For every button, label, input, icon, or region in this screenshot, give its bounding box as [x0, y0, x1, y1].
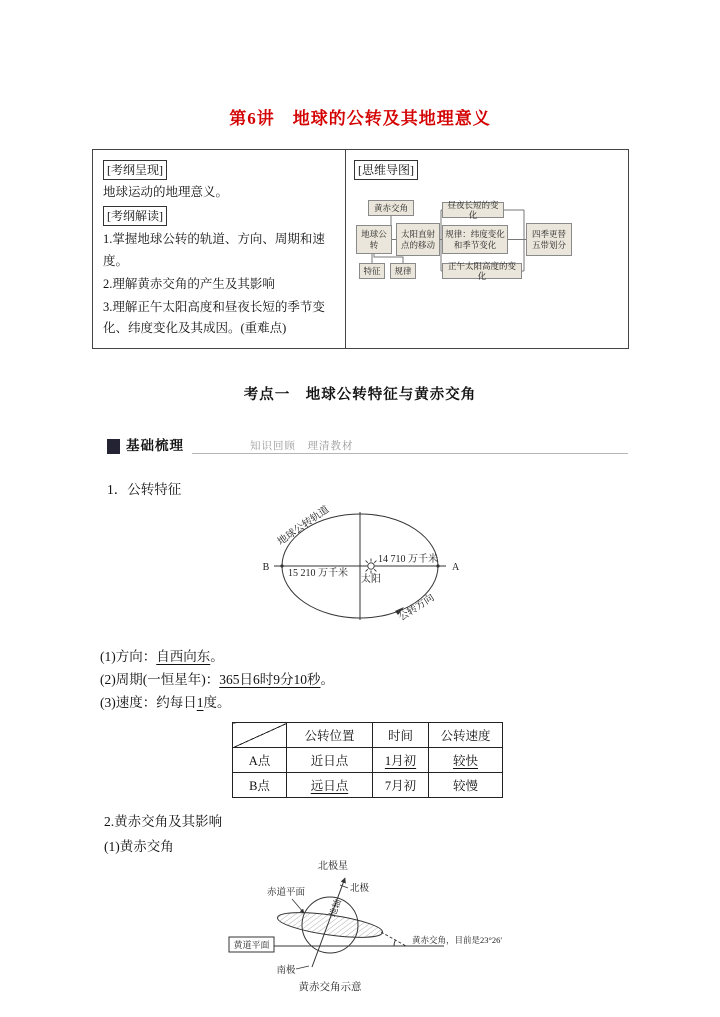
aphelion-distance-label: 15 210 万千米	[288, 568, 348, 580]
obliquity-angle-arc	[394, 940, 396, 946]
syllabus-interpret-tag: [考纲解读]	[103, 206, 167, 226]
row-label: A点	[233, 748, 287, 773]
mindmap-node-revolution: 地球公转	[356, 225, 392, 254]
revolution-facts	[100, 645, 720, 714]
subsection-1-title: 1．公转特征	[107, 482, 182, 498]
mindmap-node-noon-sun: 正午太阳高度的变化	[442, 263, 522, 279]
equator-extension-dashed	[381, 932, 406, 946]
answer-blank: 自西向东	[156, 649, 211, 665]
cell-time: 1月初	[373, 748, 429, 773]
basics-header	[107, 434, 628, 454]
obliquity-diagram-wrapper	[226, 857, 720, 1002]
sun-label: 太阳	[361, 574, 381, 586]
syllabus-present-tag: [考纲呈现]	[103, 160, 167, 180]
obliquity-diagram	[226, 857, 526, 997]
ecliptic-plane-label: 黄道平面	[233, 940, 270, 951]
table-header-row	[233, 723, 503, 748]
mindmap-node-daynight: 昼夜长短的变化	[442, 202, 504, 218]
mindmap-node-law: 规律	[390, 263, 416, 279]
syllabus-item: 1.掌握地球公转的轨道、方向、周期和速度。	[103, 231, 325, 268]
basics-hint: 知识回顾 理清教材	[250, 441, 354, 453]
point-a-label: A	[452, 562, 460, 574]
cell-position: 近日点	[287, 748, 373, 773]
mindmap-column	[346, 150, 628, 348]
syllabus-left-column	[93, 150, 346, 348]
cell-position: 远日点	[287, 773, 373, 798]
mindmap-node-subsolar: 太阳直射点的移动	[396, 223, 440, 256]
cell-speed: 较慢	[429, 773, 503, 798]
orbit-diagram-wrapper	[0, 500, 720, 637]
fact-speed: (3)速度：约每日1度。	[100, 695, 231, 711]
page-title: 第6讲 地球的公转及其地理意义	[229, 109, 491, 128]
cell-speed: 较快	[429, 748, 503, 773]
obliquity-angle-label: 黄赤交角，目前是23°26′	[412, 935, 503, 946]
orbit-diagram	[190, 500, 530, 632]
south-pole-label: 南极	[276, 966, 296, 977]
sun-icon	[364, 559, 379, 574]
polaris-label: 北极星	[318, 861, 348, 873]
diagram-caption: 黄赤交角示意	[298, 982, 362, 994]
basics-rule-line	[192, 435, 628, 454]
orbit-track-label: 地球公转轨道	[275, 504, 332, 548]
table-header: 公转速度	[429, 723, 503, 748]
perihelion-distance-label: 14 710 万千米	[378, 554, 438, 566]
fact-period: (2)周期(一恒星年)：365日6时9分10秒。	[100, 672, 334, 688]
mindmap-node-law-detail: 规律：纬度变化和季节变化	[442, 225, 508, 254]
mindmap-node-obliquity: 黄赤交角	[368, 200, 414, 216]
orbit-direction-label: 公转方向	[396, 592, 437, 624]
fact-direction: (1)方向：自西向东。	[100, 649, 224, 665]
basics-label: 基础梳理	[126, 438, 184, 454]
answer-blank: 1	[196, 695, 204, 711]
cell-time: 7月初	[373, 773, 429, 798]
subsection-2-title: 2.黄赤交角及其影响	[104, 814, 223, 830]
table-row	[233, 748, 503, 773]
mindmap-node-feature: 特征	[359, 263, 385, 279]
table-header: 时间	[373, 723, 429, 748]
north-pole-label: 北极	[350, 884, 370, 895]
table-header: 公转位置	[287, 723, 373, 748]
syllabus-item: 3.理解正午太阳高度和昼夜长短的季节变化、纬度变化及其成因。(重难点)	[103, 299, 325, 336]
mindmap-diagram	[354, 198, 620, 292]
earth-axis-label: 地轴	[327, 898, 343, 919]
equator-plane-label: 赤道平面	[266, 888, 306, 899]
syllabus-box	[92, 149, 629, 349]
answer-blank: 365日6时9分10秒	[219, 672, 321, 688]
row-label: B点	[233, 773, 287, 798]
syllabus-item: 2.理解黄赤交角的产生及其影响	[103, 276, 275, 291]
table-row	[233, 773, 503, 798]
section-flag-icon	[107, 439, 120, 454]
subsection-2-item: (1)黄赤交角	[104, 839, 174, 855]
table-corner-cell	[233, 723, 287, 748]
point-b-label: B	[262, 562, 270, 574]
section-heading: 考点一 地球公转特征与黄赤交角	[243, 387, 477, 404]
mindmap-tag: [思维导图]	[354, 160, 418, 180]
mindmap-node-seasons: 四季更替五带划分	[526, 223, 572, 256]
syllabus-present-text: 地球运动的地理意义。	[103, 185, 229, 199]
revolution-table	[232, 722, 503, 798]
